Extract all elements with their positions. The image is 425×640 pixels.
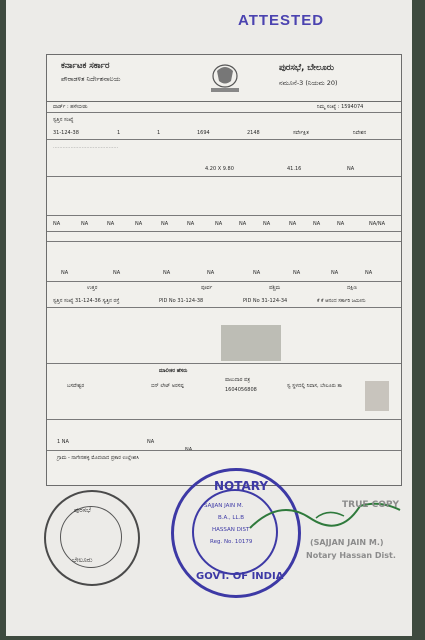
municipal-seal-top: ಪುರಸಭೆ bbox=[74, 506, 91, 514]
signature-icon bbox=[246, 488, 406, 538]
na-cell: NA bbox=[207, 270, 215, 276]
na-cell: NA bbox=[313, 221, 321, 227]
owner-photo bbox=[365, 381, 389, 411]
boundary-east-label: ಪೂರ್ವ bbox=[201, 285, 213, 291]
na-cell: NA/NA bbox=[369, 221, 386, 227]
property-number-value: 31-124-38 bbox=[53, 130, 79, 136]
boundary-west-label: ಪಶ್ಚಿಮ bbox=[269, 285, 281, 291]
divider bbox=[47, 215, 401, 216]
owner-document-number: 1604056808 bbox=[225, 387, 257, 393]
na-cell: NA bbox=[215, 221, 223, 227]
na-cell: NA bbox=[113, 270, 121, 276]
boundary-south-label: ದಕ್ಷಿಣ bbox=[347, 285, 357, 291]
divider bbox=[47, 231, 401, 232]
true-copy-label: TRUE COPY bbox=[342, 500, 400, 510]
notary-seal-qualification: B.A., LL.B bbox=[218, 515, 245, 521]
divider bbox=[47, 176, 401, 177]
na-cell: NA bbox=[365, 270, 373, 276]
na-cell: NA bbox=[81, 221, 89, 227]
id-value-3: 1 bbox=[157, 130, 161, 136]
na-cell: NA bbox=[53, 221, 61, 227]
divider bbox=[47, 241, 401, 242]
owner-father: ಬಿನ್ ಲೇಟ್ ಅರಸಪ್ಪ bbox=[151, 383, 184, 389]
na-cell: NA bbox=[187, 221, 195, 227]
form-number: ನಮೂನೆ-3 (ನಿಯಮ 20) bbox=[279, 79, 338, 87]
divider bbox=[47, 419, 401, 420]
na-cell: NA bbox=[135, 221, 143, 227]
footer-text: ಗ್ರಾಮ - ನಾಗೇನಹಳ್ಳಿ ಮೊದಲಾದ ಪ್ರಕಾರ ಉಲ್ಲೇಖಿಸಿ bbox=[57, 455, 139, 461]
address-label: ......................................... bbox=[53, 144, 119, 150]
na-cell: NA bbox=[337, 221, 345, 227]
divider bbox=[47, 112, 401, 113]
municipal-seal bbox=[44, 490, 140, 586]
form-header bbox=[47, 55, 401, 102]
directorate-title: ಪೌರಾಡಳಿತ ನಿರ್ದೇಶನಾಲಯ bbox=[61, 75, 121, 83]
property-form bbox=[46, 54, 402, 486]
divider bbox=[47, 450, 401, 451]
na-cell: NA bbox=[253, 270, 261, 276]
property-photo bbox=[221, 325, 281, 361]
boundary-west-value: PID No 31-124-34 bbox=[243, 298, 288, 304]
na-cell: NA bbox=[61, 270, 69, 276]
notary-seal-bottom: GOVT. OF INDIA bbox=[196, 571, 284, 582]
owner-document: ಪಾಲುದಾರ ಪತ್ರ bbox=[225, 377, 251, 383]
id-value-5: 2148 bbox=[247, 130, 260, 136]
bottom-na-3: NA bbox=[185, 447, 193, 453]
attested-stamp: ATTESTED bbox=[238, 12, 325, 29]
municipality-title: ಪುರಸಭೆ, ಬೇಲೂರು bbox=[279, 63, 334, 73]
area-value: 41.16 bbox=[287, 166, 302, 172]
property-id-number: ನಿಮ್ಮ ಸಂಖ್ಯೆ : 1594074 bbox=[317, 104, 364, 110]
owner-label: ಮಾಲೀಕರ ಹೆಸರು bbox=[159, 368, 188, 374]
notary-seal-top: NOTARY bbox=[214, 479, 269, 493]
na-cell: NA bbox=[293, 270, 301, 276]
na-cell: NA bbox=[239, 221, 247, 227]
boundary-north-value: ಸ್ವತ್ತಿನ ಸಂಖ್ಯೆ 31-124-36 ಸ್ವತ್ತಿನ ರಸ್ತೆ bbox=[53, 298, 120, 304]
ward-label: ವಾರ್ಡ್ : ಹಳೇಬೀಡು bbox=[53, 104, 88, 110]
owner-name: ಬಸವೇಶ್ವರ bbox=[67, 383, 85, 389]
notary-seal-reg: Reg. No. 10179 bbox=[210, 539, 253, 545]
na-cell: NA bbox=[163, 270, 171, 276]
govt-title: ಕರ್ನಾಟಕ ಸರ್ಕಾರ bbox=[61, 61, 110, 71]
divider bbox=[47, 307, 401, 308]
boundary-south-value: ಕೆ ಕೆ ಆನಂದ ಸರ್ಕಾರಿ ಜಮೀನು bbox=[317, 298, 366, 304]
property-number-label: ಸ್ವತ್ತಿನ ಸಂಖ್ಯೆ bbox=[53, 117, 74, 123]
na-cell: NA bbox=[263, 221, 271, 227]
notary-seal-name: SAJJAN JAIN M. bbox=[204, 503, 244, 509]
emblem-icon bbox=[205, 61, 245, 95]
na-cell: NA bbox=[289, 221, 297, 227]
document-page bbox=[6, 0, 412, 636]
id-value-6: ಸರ್ವೇಕ್ಷಿತ bbox=[293, 130, 309, 136]
na-cell: NA bbox=[331, 270, 339, 276]
bottom-na-2: NA bbox=[147, 439, 155, 445]
notary-seal-place: HASSAN DIST bbox=[212, 527, 250, 533]
true-copy-name: (SAJJAN JAIN M.) bbox=[310, 538, 384, 547]
dimensions-value: 4.20 X 9.80 bbox=[205, 166, 234, 172]
id-value-4: 1694 bbox=[197, 130, 210, 136]
na-cell: NA bbox=[107, 221, 115, 227]
municipal-seal-bottom: ಬೇಲೂರು bbox=[72, 556, 93, 564]
boundary-north-label: ಉತ್ತರ bbox=[87, 285, 98, 291]
id-value-7: ನಿವೇಶನ bbox=[353, 130, 367, 136]
divider bbox=[47, 281, 401, 282]
owner-address: ಸ್ವ ಸ್ಥಳದಲ್ಲಿ ನಿವಾಸ, ಬೇಲೂರು ತಾ bbox=[287, 383, 342, 389]
true-copy-role: Notary Hassan Dist. bbox=[306, 551, 396, 560]
area-na: NA bbox=[347, 166, 355, 172]
boundary-east-value: PID No 31-124-38 bbox=[159, 298, 204, 304]
divider bbox=[47, 139, 401, 140]
id-value-2: 1 bbox=[117, 130, 121, 136]
divider bbox=[47, 363, 401, 364]
bottom-na-1: 1 NA bbox=[57, 439, 69, 445]
na-cell: NA bbox=[161, 221, 169, 227]
